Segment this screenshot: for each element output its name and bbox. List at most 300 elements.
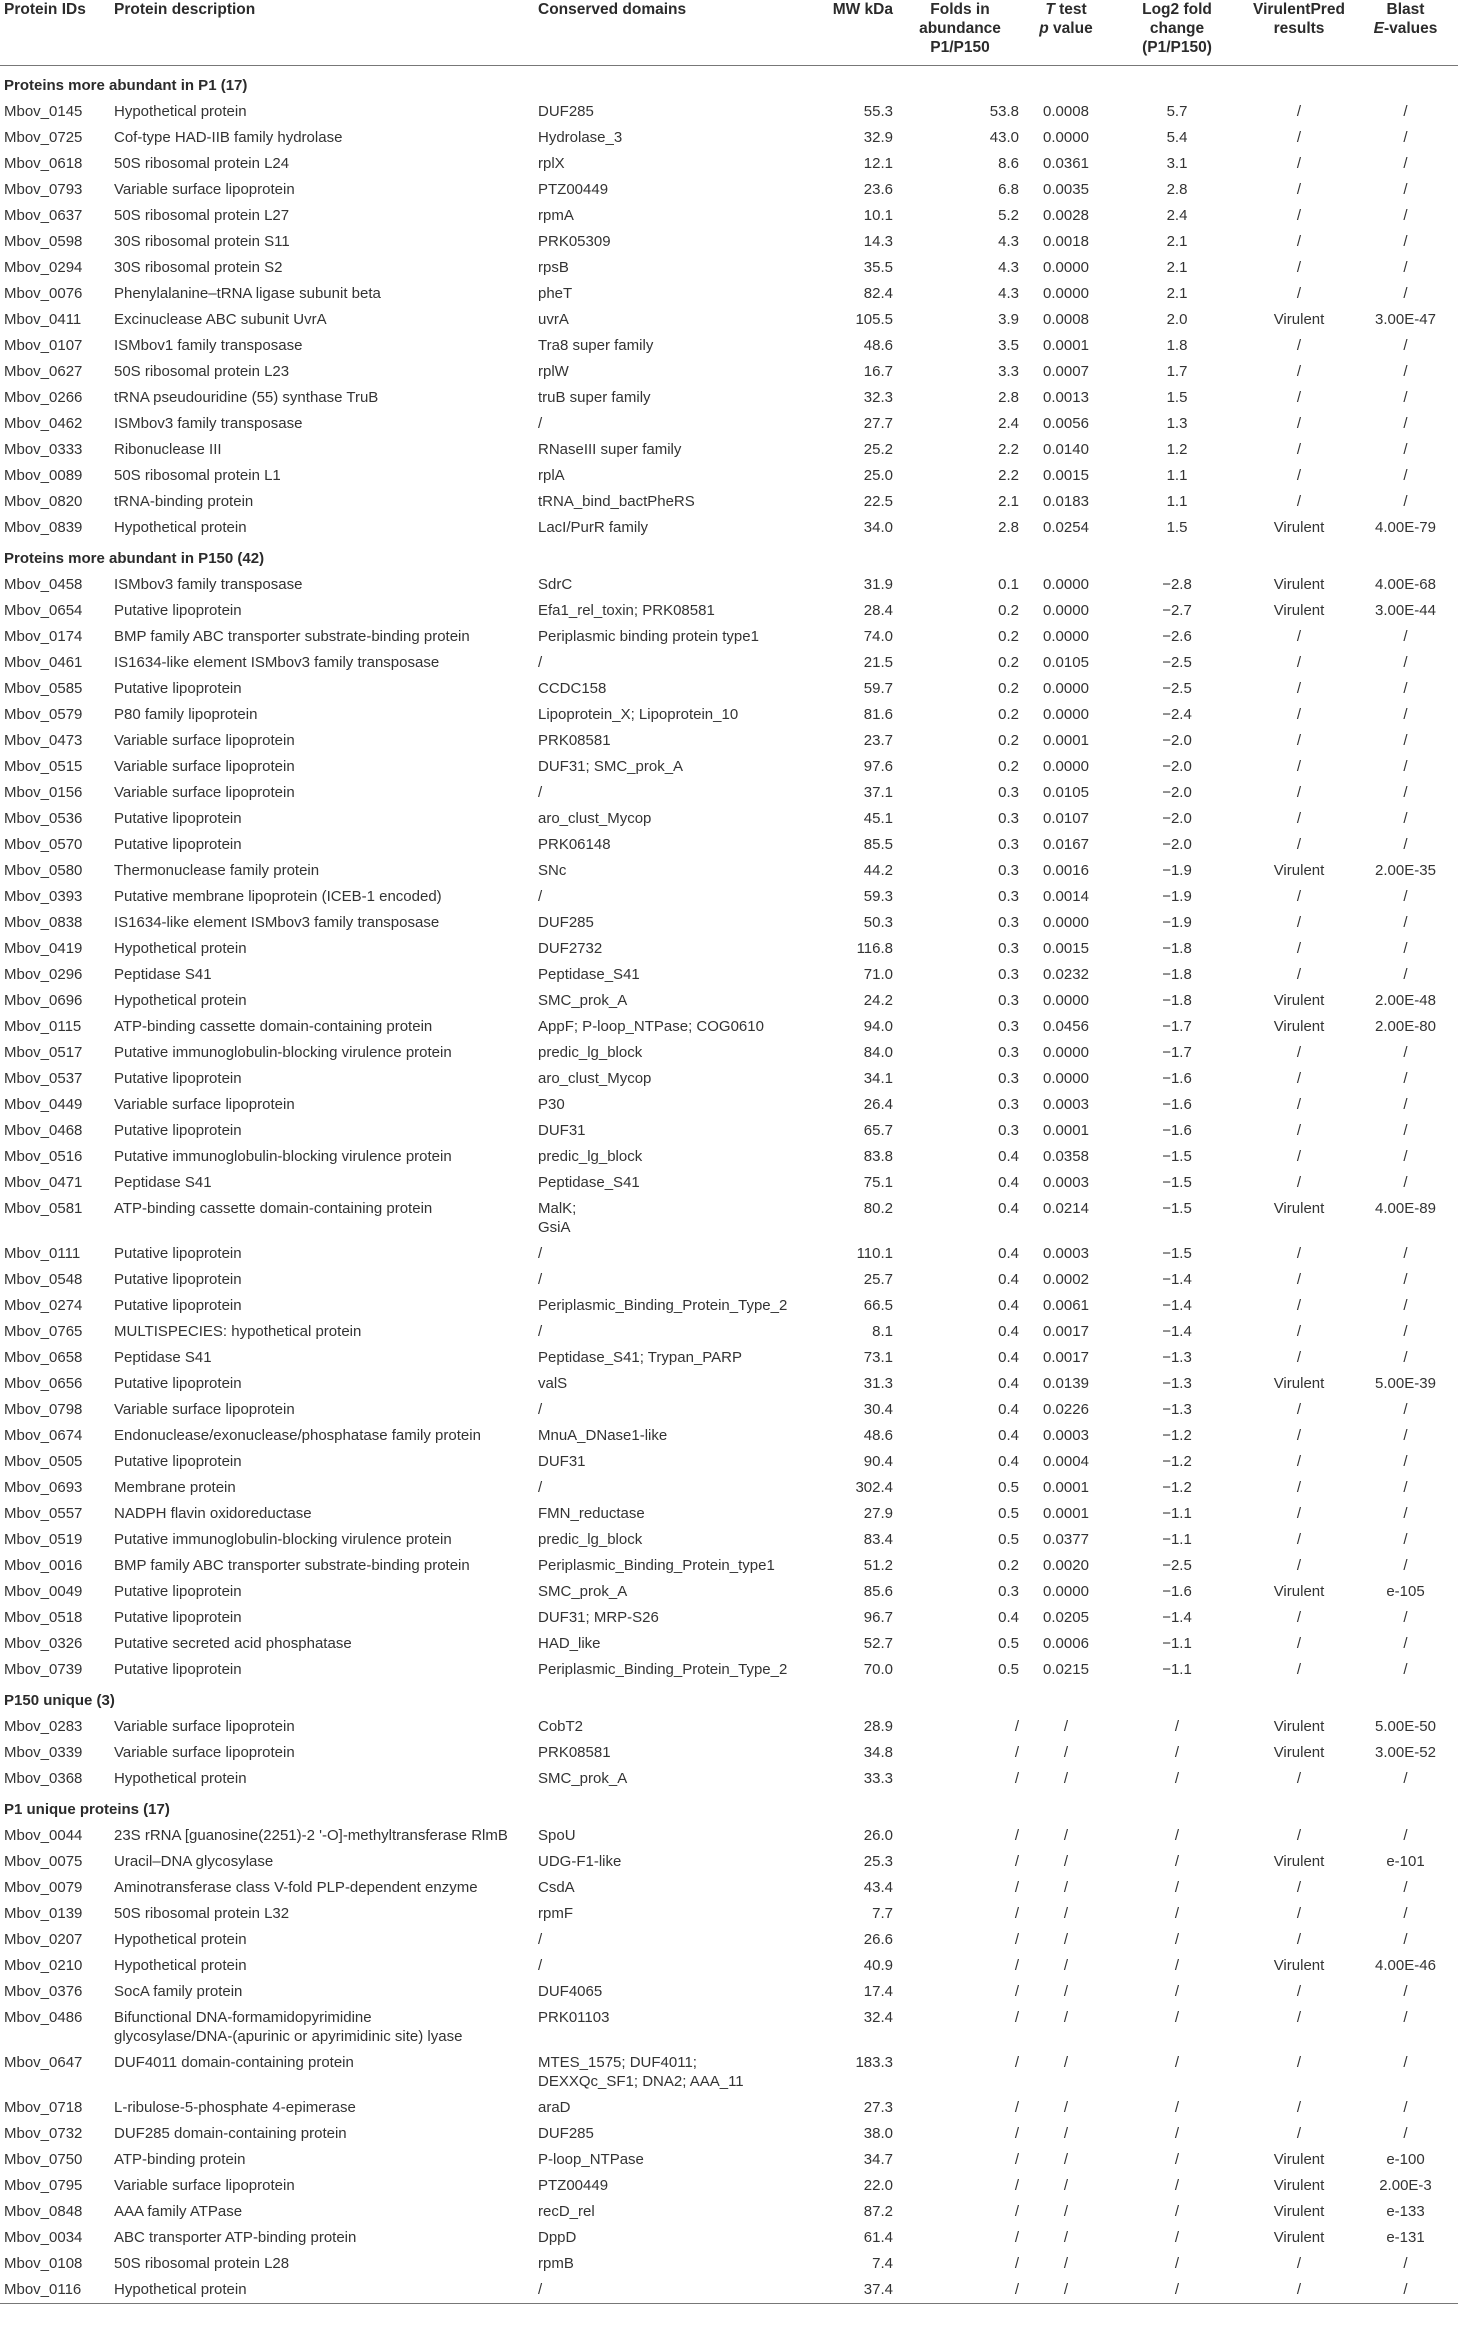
description-cell: DUF285 domain-containing protein: [114, 2125, 347, 2142]
virulentpred-cell: /: [1296, 732, 1302, 749]
mw-cell: 116.8: [856, 940, 893, 957]
virulentpred-cell: /: [1296, 1044, 1302, 1061]
domains-cell: aro_clust_Mycop: [538, 810, 652, 827]
domains-cell: /: [538, 415, 543, 432]
domains-cell: SMC_prok_A: [538, 992, 628, 1009]
mw-cell: 28.4: [863, 602, 893, 619]
pvalue-cell: /: [1023, 2277, 1109, 2304]
log2-cell: −1.5: [1162, 1148, 1192, 1165]
protein-id-cell: Mbov_0207: [4, 1931, 83, 1948]
table-row: [0, 281, 1458, 307]
virulentpred-cell: /: [1296, 1983, 1302, 2000]
header-virulentpred-results: VirulentPred results: [1245, 0, 1353, 66]
mw-cell: 26.0: [863, 1827, 893, 1844]
pvalue-cell: 0.0001: [1043, 337, 1089, 354]
folds-cell: /: [1014, 1718, 1019, 1735]
pvalue-cell: 0.0215: [1043, 1661, 1089, 1678]
table-row: [0, 1823, 1458, 1849]
virulentpred-cell: Virulent: [1273, 2177, 1325, 2194]
domains-cell: DppD: [538, 2229, 577, 2246]
folds-cell: 0.3: [998, 940, 1019, 957]
folds-cell: 6.8: [998, 181, 1019, 198]
log2-cell: /: [1174, 2203, 1180, 2220]
protein-id-cell: Mbov_0034: [4, 2229, 83, 2246]
blast-cell: /: [1403, 940, 1408, 957]
virulentpred-cell: Virulent: [1273, 311, 1325, 328]
folds-cell: 0.2: [998, 602, 1019, 619]
mw-cell: 73.1: [863, 1349, 893, 1366]
blast-cell: /: [1353, 2277, 1458, 2304]
domains-cell: rplA: [538, 467, 565, 484]
virulentpred-cell: Virulent: [1273, 992, 1325, 1009]
log2-cell: −1.4: [1162, 1323, 1192, 1340]
blast-cell: /: [1403, 706, 1408, 723]
domains-cell: /: [538, 654, 543, 671]
mw-cell: 23.7: [863, 732, 893, 749]
folds-cell: 0.4: [998, 1148, 1019, 1165]
mw-cell: 40.9: [863, 1957, 893, 1974]
blast-cell: /: [1403, 1174, 1408, 1191]
blast-cell: /: [1403, 1931, 1408, 1948]
protein-id-cell: Mbov_0654: [4, 602, 83, 619]
domains-cell: LacI/PurR family: [538, 519, 649, 536]
virulentpred-cell: /: [1296, 628, 1302, 645]
description-cell: Endonuclease/exonuclease/phosphatase family protein: [114, 1427, 481, 1444]
log2-cell: −2.0: [1162, 732, 1192, 749]
protein-id-cell: Mbov_0419: [4, 940, 83, 957]
table-row: [0, 1740, 1458, 1766]
table-row: [0, 1170, 1458, 1196]
domains-cell: P30: [538, 1096, 565, 1113]
description-cell: 50S ribosomal protein L28: [114, 2255, 290, 2272]
header-conserved-domains: Conserved domains: [534, 0, 792, 66]
blast-cell: /: [1403, 1122, 1408, 1139]
table-row: [0, 99, 1458, 125]
protein-id-cell: Mbov_0044: [4, 1827, 83, 1844]
domains-cell: rplX: [538, 155, 565, 172]
folds-cell: 2.8: [998, 519, 1019, 536]
domains-cell: /: [538, 1931, 543, 1948]
description-cell: Putative lipoprotein: [114, 1297, 242, 1314]
folds-cell: 0.2: [998, 654, 1019, 671]
folds-cell: 0.2: [998, 706, 1019, 723]
table-row: [0, 1319, 1458, 1345]
mw-cell: 32.4: [863, 2009, 893, 2026]
domains-cell: rplW: [538, 363, 569, 380]
virulentpred-cell: Virulent: [1273, 602, 1325, 619]
mw-cell: 52.7: [863, 1635, 893, 1652]
folds-cell: 0.5: [998, 1479, 1019, 1496]
folds-cell: 0.3: [998, 836, 1019, 853]
blast-cell: /: [1403, 1323, 1408, 1340]
virulentpred-cell: /: [1296, 1635, 1302, 1652]
folds-cell: 2.8: [998, 389, 1019, 406]
log2-cell: −1.8: [1162, 966, 1192, 983]
blast-cell: /: [1403, 259, 1408, 276]
domains-cell: /: [538, 1245, 543, 1262]
description-cell: Peptidase S41: [114, 1174, 212, 1191]
domains-cell: /: [538, 888, 543, 905]
table-row: [0, 2147, 1458, 2173]
virulentpred-cell: /: [1245, 2277, 1353, 2304]
protein-id-cell: Mbov_0368: [4, 1770, 83, 1787]
virulentpred-cell: Virulent: [1273, 1853, 1325, 1870]
description-cell: IS1634-like element ISMbov3 family transposase: [114, 914, 440, 931]
virulentpred-cell: /: [1296, 1531, 1302, 1548]
folds-cell: /: [1014, 2125, 1019, 2142]
description-cell: 50S ribosomal protein L27: [114, 207, 290, 224]
mw-cell: 51.2: [863, 1557, 893, 1574]
log2-cell: −2.0: [1162, 810, 1192, 827]
pvalue-cell: /: [1063, 1879, 1069, 1896]
virulentpred-cell: /: [1296, 1096, 1302, 1113]
protein-id-cell: Mbov_0696: [4, 992, 83, 1009]
protein-id-cell: Mbov_0089: [4, 467, 83, 484]
folds-cell: /: [1014, 1744, 1019, 1761]
mw-cell: 22.0: [863, 2177, 893, 2194]
pvalue-cell: 0.0015: [1043, 940, 1089, 957]
blast-cell: /: [1403, 285, 1408, 302]
pvalue-cell: /: [1063, 1853, 1069, 1870]
domains-cell: /: [538, 1479, 543, 1496]
virulentpred-cell: /: [1296, 836, 1302, 853]
pvalue-cell: 0.0167: [1043, 836, 1089, 853]
protein-id-cell: Mbov_0518: [4, 1609, 83, 1626]
folds-cell: 0.5: [998, 1531, 1019, 1548]
blast-cell: /: [1403, 1505, 1408, 1522]
description-cell: IS1634-like element ISMbov3 family transposase: [114, 654, 440, 671]
log2-cell: /: [1174, 1957, 1180, 1974]
blast-cell: e-100: [1386, 2151, 1425, 2168]
description-cell: tRNA-binding protein: [114, 493, 254, 510]
pvalue-cell: 0.0000: [1043, 1044, 1089, 1061]
mw-cell: 80.2: [863, 1200, 893, 1217]
table-row: [0, 858, 1458, 884]
domains-cell: pheT: [538, 285, 573, 302]
log2-cell: −1.2: [1162, 1479, 1192, 1496]
table-row: [0, 1605, 1458, 1631]
log2-cell: −1.1: [1162, 1505, 1192, 1522]
blast-cell: /: [1403, 1609, 1408, 1626]
protein-id-cell: Mbov_0795: [4, 2177, 83, 2194]
protein-id-cell: Mbov_0618: [4, 155, 83, 172]
pvalue-cell: 0.0015: [1043, 467, 1089, 484]
virulentpred-cell: /: [1296, 1122, 1302, 1139]
protein-id-cell: Mbov_0296: [4, 966, 83, 983]
domains-cell: Periplasmic_Binding_Protein_Type_2: [538, 1661, 788, 1678]
protein-id-cell: Mbov_0580: [4, 862, 83, 879]
mw-cell: 25.3: [863, 1853, 893, 1870]
pvalue-cell: 0.0006: [1043, 1635, 1089, 1652]
log2-cell: 2.0: [1166, 311, 1188, 328]
table-row: [0, 1766, 1458, 1792]
description-cell: Variable surface lipoprotein: [114, 1718, 295, 1735]
domains-cell: araD: [538, 2099, 571, 2116]
folds-cell: 0.3: [998, 966, 1019, 983]
blast-cell: 4.00E-89: [1375, 1200, 1436, 1217]
description-cell: ISMbov3 family transposase: [114, 415, 303, 432]
pvalue-cell: 0.0000: [1043, 914, 1089, 931]
log2-cell: /: [1174, 1879, 1180, 1896]
virulentpred-cell: Virulent: [1273, 1375, 1325, 1392]
description-cell: Variable surface lipoprotein: [114, 1744, 295, 1761]
pvalue-cell: 0.0004: [1043, 1453, 1089, 1470]
protein-id-cell: Mbov_0656: [4, 1375, 83, 1392]
folds-cell: /: [1014, 1957, 1019, 1974]
virulentpred-cell: Virulent: [1273, 862, 1325, 879]
log2-cell: −1.2: [1162, 1427, 1192, 1444]
mw-cell: 7.7: [872, 1905, 893, 1922]
blast-cell: 4.00E-46: [1375, 1957, 1436, 1974]
mw-cell: 10.1: [863, 207, 893, 224]
description-cell: BMP family ABC transporter substrate-binding protein: [114, 628, 470, 645]
mw-cell: 7.4: [872, 2255, 893, 2272]
pvalue-cell: 0.0105: [1043, 654, 1089, 671]
mw-cell: 83.4: [863, 1531, 893, 1548]
virulentpred-cell: /: [1296, 1827, 1302, 1844]
domains-cell: Peptidase_S41; Trypan_PARP: [538, 1349, 743, 1366]
domains-cell: /: [534, 2277, 792, 2304]
virulentpred-cell: /: [1296, 1879, 1302, 1896]
domains-cell: DUF285: [538, 103, 594, 120]
blast-cell: /: [1403, 1245, 1408, 1262]
domains-cell: PTZ00449: [538, 2177, 609, 2194]
domains-cell: Lipoprotein_X; Lipoprotein_10: [538, 706, 739, 723]
pvalue-cell: 0.0226: [1043, 1401, 1089, 1418]
protein-id-cell: Mbov_0107: [4, 337, 83, 354]
protein-id-cell: Mbov_0674: [4, 1427, 83, 1444]
protein-id-cell: Mbov_0075: [4, 1853, 83, 1870]
virulentpred-cell: /: [1296, 784, 1302, 801]
log2-cell: −1.6: [1162, 1583, 1192, 1600]
protein-id-cell: Mbov_0765: [4, 1323, 83, 1340]
blast-cell: /: [1403, 836, 1408, 853]
domains-cell: Tra8 super family: [538, 337, 654, 354]
folds-cell: /: [1014, 1879, 1019, 1896]
mw-cell: 12.1: [863, 155, 893, 172]
log2-cell: 1.5: [1166, 389, 1188, 406]
description-cell: Putative immunoglobulin-blocking virulence protein: [114, 1148, 452, 1165]
blast-cell: /: [1403, 784, 1408, 801]
protein-id-cell: Mbov_0473: [4, 732, 83, 749]
virulentpred-cell: /: [1296, 2009, 1302, 2026]
pvalue-cell: /: [1063, 2203, 1069, 2220]
pvalue-cell: /: [1063, 2125, 1069, 2142]
header-protein-ids: Protein IDs: [0, 0, 110, 66]
description-cell: Membrane protein: [114, 1479, 236, 1496]
virulentpred-cell: /: [1296, 441, 1302, 458]
folds-cell: 0.3: [998, 914, 1019, 931]
log2-cell: 3.1: [1166, 155, 1188, 172]
log2-cell: 1.1: [1166, 467, 1188, 484]
mw-cell: 25.7: [863, 1271, 893, 1288]
description-cell: Hypothetical protein: [114, 103, 247, 120]
pvalue-cell: 0.0061: [1043, 1297, 1089, 1314]
description-cell: Putative membrane lipoprotein (ICEB-1 encoded): [114, 888, 442, 905]
log2-cell: 5.4: [1166, 129, 1188, 146]
pvalue-cell: 0.0001: [1043, 1479, 1089, 1496]
log2-cell: −1.6: [1162, 1122, 1192, 1139]
virulentpred-cell: /: [1296, 103, 1302, 120]
folds-cell: /: [1014, 1853, 1019, 1870]
pvalue-cell: 0.0017: [1043, 1349, 1089, 1366]
folds-cell: /: [1014, 1905, 1019, 1922]
mw-cell: 22.5: [863, 493, 893, 510]
protein-id-cell: Mbov_0725: [4, 129, 83, 146]
table-row: [0, 1979, 1458, 2005]
description-cell: Variable surface lipoprotein: [114, 1096, 295, 1113]
folds-cell: 0.2: [998, 758, 1019, 775]
domains-cell: MalK; GsiA: [538, 1200, 577, 1236]
virulentpred-cell: Virulent: [1273, 1957, 1325, 1974]
folds-cell: /: [1014, 1770, 1019, 1787]
domains-cell: MnuA_DNase1-like: [538, 1427, 668, 1444]
log2-cell: /: [1174, 1827, 1180, 1844]
folds-cell: 0.4: [998, 1609, 1019, 1626]
table-row: [0, 1066, 1458, 1092]
description-cell: Hypothetical protein: [114, 1770, 247, 1787]
blast-cell: /: [1403, 1827, 1408, 1844]
protein-id-cell: Mbov_0517: [4, 1044, 83, 1061]
folds-cell: 0.2: [998, 1557, 1019, 1574]
log2-cell: /: [1174, 2255, 1180, 2272]
table-row: [0, 650, 1458, 676]
protein-id-cell: Mbov_0339: [4, 1744, 83, 1761]
virulentpred-cell: /: [1296, 810, 1302, 827]
pvalue-cell: 0.0000: [1043, 1583, 1089, 1600]
pvalue-cell: 0.0000: [1043, 992, 1089, 1009]
virulentpred-cell: Virulent: [1273, 1583, 1325, 1600]
mw-cell: 38.0: [863, 2125, 893, 2142]
blast-cell: /: [1403, 155, 1408, 172]
log2-cell: −1.5: [1162, 1200, 1192, 1217]
pvalue-cell: 0.0002: [1043, 1271, 1089, 1288]
blast-cell: 5.00E-50: [1375, 1718, 1436, 1735]
protein-id-cell: Mbov_0016: [4, 1557, 83, 1574]
description-cell: Putative lipoprotein: [114, 1583, 242, 1600]
blast-cell: /: [1403, 363, 1408, 380]
mw-cell: 50.3: [863, 914, 893, 931]
blast-cell: /: [1403, 233, 1408, 250]
blast-cell: /: [1403, 1070, 1408, 1087]
domains-cell: uvrA: [538, 311, 569, 328]
domains-cell: /: [538, 1957, 543, 1974]
blast-cell: /: [1403, 207, 1408, 224]
pvalue-cell: 0.0000: [1043, 259, 1089, 276]
domains-cell: CsdA: [538, 1879, 575, 1896]
mw-cell: 81.6: [863, 706, 893, 723]
folds-cell: 0.4: [998, 1323, 1019, 1340]
blast-cell: /: [1403, 1557, 1408, 1574]
pvalue-cell: 0.0017: [1043, 1323, 1089, 1340]
log2-cell: −1.3: [1162, 1375, 1192, 1392]
protein-id-cell: Mbov_0210: [4, 1957, 83, 1974]
table-row: [0, 1040, 1458, 1066]
mw-cell: 85.6: [863, 1583, 893, 1600]
domains-cell: /: [538, 784, 543, 801]
description-cell: Variable surface lipoprotein: [114, 181, 295, 198]
domains-cell: DUF31; MRP-S26: [538, 1609, 659, 1626]
domains-cell: rpmB: [538, 2255, 574, 2272]
folds-cell: 0.5: [998, 1505, 1019, 1522]
folds-cell: 2.1: [998, 493, 1019, 510]
header-ttest-pvalue: T test p value: [1023, 0, 1109, 66]
domains-cell: Periplasmic binding protein type1: [538, 628, 759, 645]
description-cell: Thermonuclease family protein: [114, 862, 320, 879]
pvalue-cell: 0.0000: [1043, 129, 1089, 146]
log2-cell: −1.8: [1162, 940, 1192, 957]
description-cell: 23S rRNA [guanosine(2251)-2 '-O]-methyltransferase RlmB: [114, 1827, 508, 1844]
table-row: [0, 333, 1458, 359]
mw-cell: 31.9: [863, 576, 893, 593]
table-row: [0, 2005, 1458, 2050]
virulentpred-cell: Virulent: [1273, 2151, 1325, 2168]
protein-id-cell: Mbov_0750: [4, 2151, 83, 2168]
virulentpred-cell: /: [1296, 1148, 1302, 1165]
virulentpred-cell: Virulent: [1273, 2229, 1325, 2246]
protein-id-cell: Mbov_0627: [4, 363, 83, 380]
mw-cell: 87.2: [863, 2203, 893, 2220]
mw-cell: 37.4: [792, 2277, 897, 2304]
log2-cell: −1.3: [1162, 1401, 1192, 1418]
log2-cell: −2.0: [1162, 784, 1192, 801]
folds-cell: 0.2: [998, 732, 1019, 749]
log2-cell: −1.4: [1162, 1297, 1192, 1314]
pvalue-cell: 0.0000: [1043, 680, 1089, 697]
log2-cell: −2.8: [1162, 576, 1192, 593]
domains-cell: /: [538, 1271, 543, 1288]
blast-cell: /: [1403, 2125, 1408, 2142]
folds-cell: 2.2: [998, 467, 1019, 484]
blast-cell: /: [1403, 493, 1408, 510]
virulentpred-cell: /: [1296, 181, 1302, 198]
description-cell: 30S ribosomal protein S11: [114, 233, 290, 250]
table-row: [0, 411, 1458, 437]
mw-cell: 21.5: [863, 654, 893, 671]
pvalue-cell: /: [1063, 1718, 1069, 1735]
description-cell: Hypothetical protein: [114, 1931, 247, 1948]
protein-id-cell: Mbov_0333: [4, 441, 83, 458]
log2-cell: /: [1174, 1718, 1180, 1735]
blast-cell: 5.00E-39: [1375, 1375, 1436, 1392]
log2-cell: −1.7: [1162, 1044, 1192, 1061]
domains-cell: DUF31; SMC_prok_A: [538, 758, 684, 775]
pvalue-cell: 0.0003: [1043, 1096, 1089, 1113]
virulentpred-cell: Virulent: [1273, 1744, 1325, 1761]
description-cell: Cof-type HAD-IIB family hydrolase: [114, 129, 343, 146]
pvalue-cell: 0.0014: [1043, 888, 1089, 905]
folds-cell: /: [1014, 1827, 1019, 1844]
description-cell: Variable surface lipoprotein: [114, 732, 295, 749]
mw-cell: 97.6: [863, 758, 893, 775]
log2-cell: −2.5: [1162, 1557, 1192, 1574]
description-cell: ATP-binding cassette domain-containing protein: [114, 1018, 433, 1035]
domains-cell: SMC_prok_A: [538, 1583, 628, 1600]
description-cell: 50S ribosomal protein L32: [114, 1905, 290, 1922]
log2-cell: −1.8: [1162, 992, 1192, 1009]
folds-cell: 5.2: [998, 207, 1019, 224]
mw-cell: 26.6: [863, 1931, 893, 1948]
description-cell: SocA family protein: [114, 1983, 243, 2000]
pvalue-cell: /: [1063, 2009, 1069, 2026]
pvalue-cell: 0.0003: [1043, 1174, 1089, 1191]
section-title: Proteins more abundant in P1 (17): [4, 77, 248, 94]
table-row: [0, 1423, 1458, 1449]
domains-cell: CCDC158: [538, 680, 607, 697]
folds-cell: /: [1014, 2229, 1019, 2246]
description-cell: Aminotransferase class V-fold PLP-dependent enzyme: [114, 1879, 478, 1896]
virulentpred-cell: /: [1296, 1401, 1302, 1418]
